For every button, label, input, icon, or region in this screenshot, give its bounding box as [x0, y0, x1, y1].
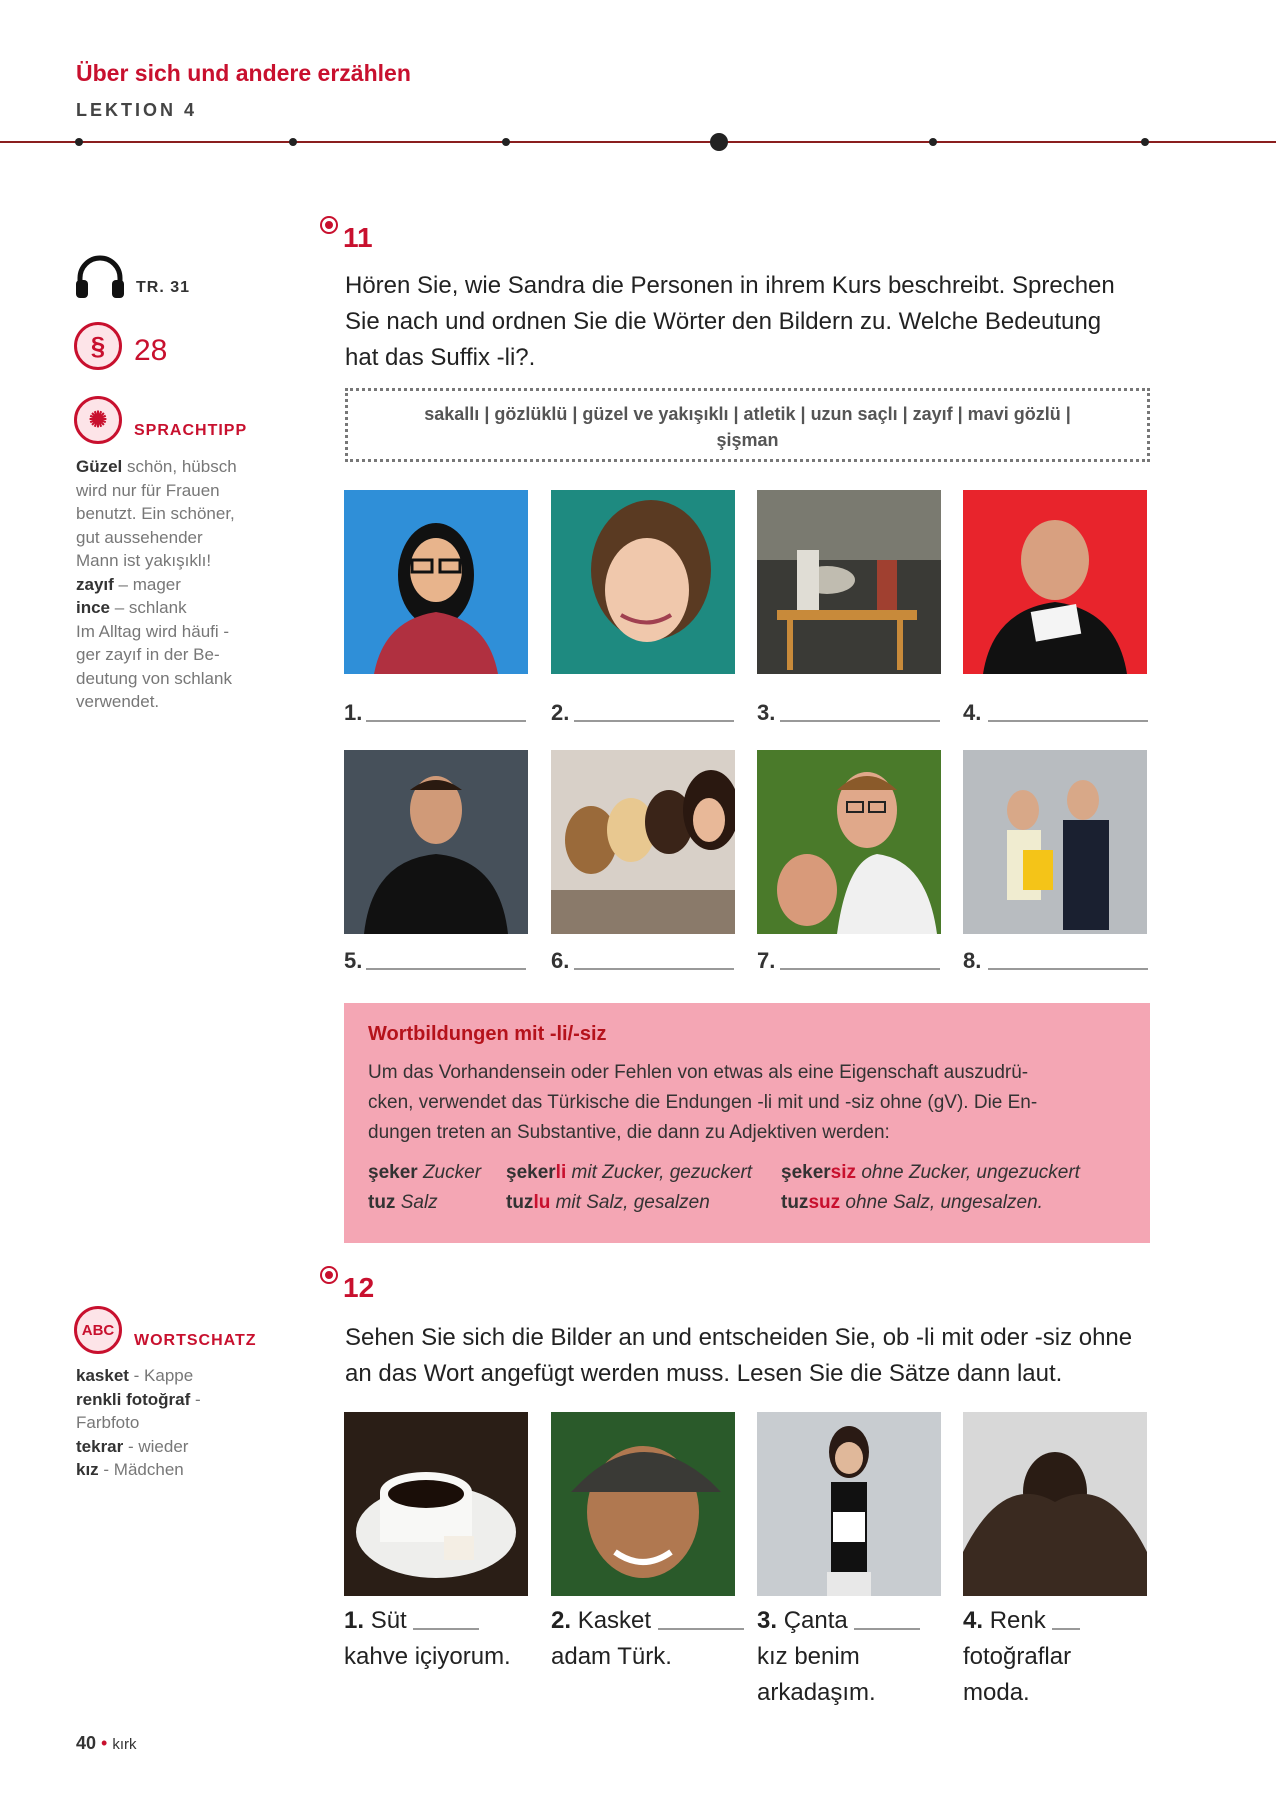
item-label: 3. — [757, 700, 776, 725]
page-number: 40 • kırk — [76, 1733, 137, 1753]
exercise-bullet — [322, 1268, 336, 1282]
infobox-body: Um das Vorhandensein oder Fehlen von etwas als eine Eigenschaft auszudrü- cken, verwendet das Türkische die Endungen -li mit und -siz ohne (gV). Die En- dungen treten an Substantive, die dann zu Adjektiven werden: — [368, 1062, 1038, 1143]
sidebar-line: Güzel schön, hübsch — [76, 457, 237, 476]
item-label: 4. — [963, 700, 982, 725]
item-label: 5. — [344, 948, 363, 973]
timeline-dot-current — [710, 133, 728, 151]
answer-line[interactable] — [658, 1628, 744, 1630]
answer-line[interactable] — [780, 720, 940, 722]
item-label: 2. — [551, 700, 570, 725]
timeline-dot — [502, 138, 510, 146]
sidebar-line: zayıf – mager — [76, 574, 181, 594]
sidebar-line: kız - Mädchen — [76, 1460, 184, 1479]
paragraph-ref: 28 — [134, 334, 168, 367]
timeline-dot — [289, 138, 297, 146]
exercise-bullet — [322, 218, 336, 232]
word-bank: sakallı | gözlüklü | güzel ve yakışıklı | atletik | uzun saçlı | zayıf | mavi gözlü | şişman — [345, 388, 1150, 462]
infobox-title: Wortbildungen mit -li/-siz — [368, 1023, 607, 1045]
timeline-dot — [1141, 138, 1149, 146]
photo-cafe-people — [757, 490, 941, 674]
photo-athletic-man — [344, 750, 528, 934]
photo-coffee-cup — [344, 1412, 528, 1596]
item-label: 8. — [963, 948, 982, 973]
sentence-item: 2. Kasket adam Türk. — [551, 1603, 751, 1675]
lightbulb-icon: ✺ — [74, 396, 122, 444]
item-label: 6. — [551, 948, 570, 973]
lesson-label: LEKTION 4 — [76, 100, 198, 120]
photo-man-and-woman-smiling — [757, 750, 941, 934]
sidebar-line: gut aussehender — [76, 527, 203, 547]
photo-woman-bag — [757, 1412, 941, 1596]
infobox-example-row: şeker Zucker şekerli mit Zucker, gezuckert şekersiz ohne Zucker, ungezuckert — [368, 1162, 1080, 1183]
answer-line[interactable] — [574, 720, 734, 722]
sidebar-line: ince – schlank — [76, 598, 187, 617]
photo-woman-glasses — [344, 490, 528, 674]
sidebar-line: Farbfoto — [76, 1413, 140, 1432]
sidebar-line: kasket - Kappe — [76, 1366, 194, 1385]
answer-line[interactable] — [780, 968, 940, 970]
sprachtipp-text — [76, 455, 256, 714]
sidebar-line: Mann ist yakışıklı! — [76, 551, 212, 570]
abc-icon: ABC — [74, 1306, 122, 1354]
answer-line[interactable] — [854, 1628, 920, 1630]
sprachtipp-label: SPRACHTIPP — [134, 422, 248, 439]
sidebar-line: ger zayıf in der Be- — [76, 645, 220, 664]
photo-athlete — [963, 1412, 1147, 1596]
sidebar-line: wird nur für Frauen — [76, 480, 220, 500]
photo-man-cards — [963, 490, 1147, 674]
answer-line[interactable] — [413, 1628, 479, 1630]
photo-man-with-cap — [551, 1412, 735, 1596]
sidebar-line: verwendet. — [76, 692, 160, 711]
exercise-instruction: Hören Sie, wie Sandra die Personen in ihrem Kurs beschreibt. Sprechen Sie nach und ordnen Sie die Wörter den Bildern zu. Welche Bedeutung hat das Suffix -li?. — [345, 272, 1115, 371]
sidebar-line: Im Alltag wird häufi - — [76, 621, 230, 641]
photo-young-woman — [551, 490, 735, 674]
grammar-infobox — [344, 1003, 1150, 1243]
paragraph-icon: § — [74, 322, 122, 370]
sidebar-line: tekrar - wieder — [76, 1436, 189, 1456]
timeline-dot — [929, 138, 937, 146]
answer-line[interactable] — [1052, 1628, 1080, 1630]
exercise-number: 12 — [343, 1272, 375, 1303]
wortschatz-text — [76, 1364, 266, 1482]
answer-line[interactable] — [366, 720, 526, 722]
sentence-item: 4. Renk fotoğraflar moda. — [963, 1603, 1163, 1711]
track-label: TR. 31 — [136, 279, 191, 296]
sidebar-line: deutung von schlank — [76, 668, 232, 688]
timeline-dot — [75, 138, 83, 146]
photo-group-women — [551, 750, 735, 934]
headphones-icon[interactable] — [74, 254, 126, 300]
sentence-item: 3. Çanta kız benim arkadaşım. — [757, 1603, 957, 1711]
exercise-instruction: Sehen Sie sich die Bilder an und entscheiden Sie, ob -li mit oder -siz ohne an das Wort angefügt werden muss. Lesen Sie die Sätze dann laut. — [345, 1324, 1133, 1387]
sentence-item: 1. Süt kahve içiyorum. — [344, 1607, 511, 1670]
header-rule — [0, 141, 1276, 143]
sidebar-line: renkli fotoğraf - — [76, 1389, 201, 1409]
item-label: 7. — [757, 948, 776, 973]
answer-line[interactable] — [988, 968, 1148, 970]
exercise-number: 11 — [343, 222, 373, 253]
wortschatz-label: WORTSCHATZ — [134, 1332, 257, 1349]
answer-line[interactable] — [988, 720, 1148, 722]
answer-line[interactable] — [366, 968, 526, 970]
photo-couple-walking — [963, 750, 1147, 934]
answer-line[interactable] — [574, 968, 734, 970]
sidebar-line: benutzt. Ein schöner, — [76, 504, 235, 523]
item-label: 1. — [344, 700, 363, 725]
chapter-title: Über sich und andere erzählen — [76, 60, 411, 86]
infobox-example-row: tuz Salz tuzlu mit Salz, gesalzen tuzsuz ohne Salz, ungesalzen. — [368, 1192, 1043, 1213]
